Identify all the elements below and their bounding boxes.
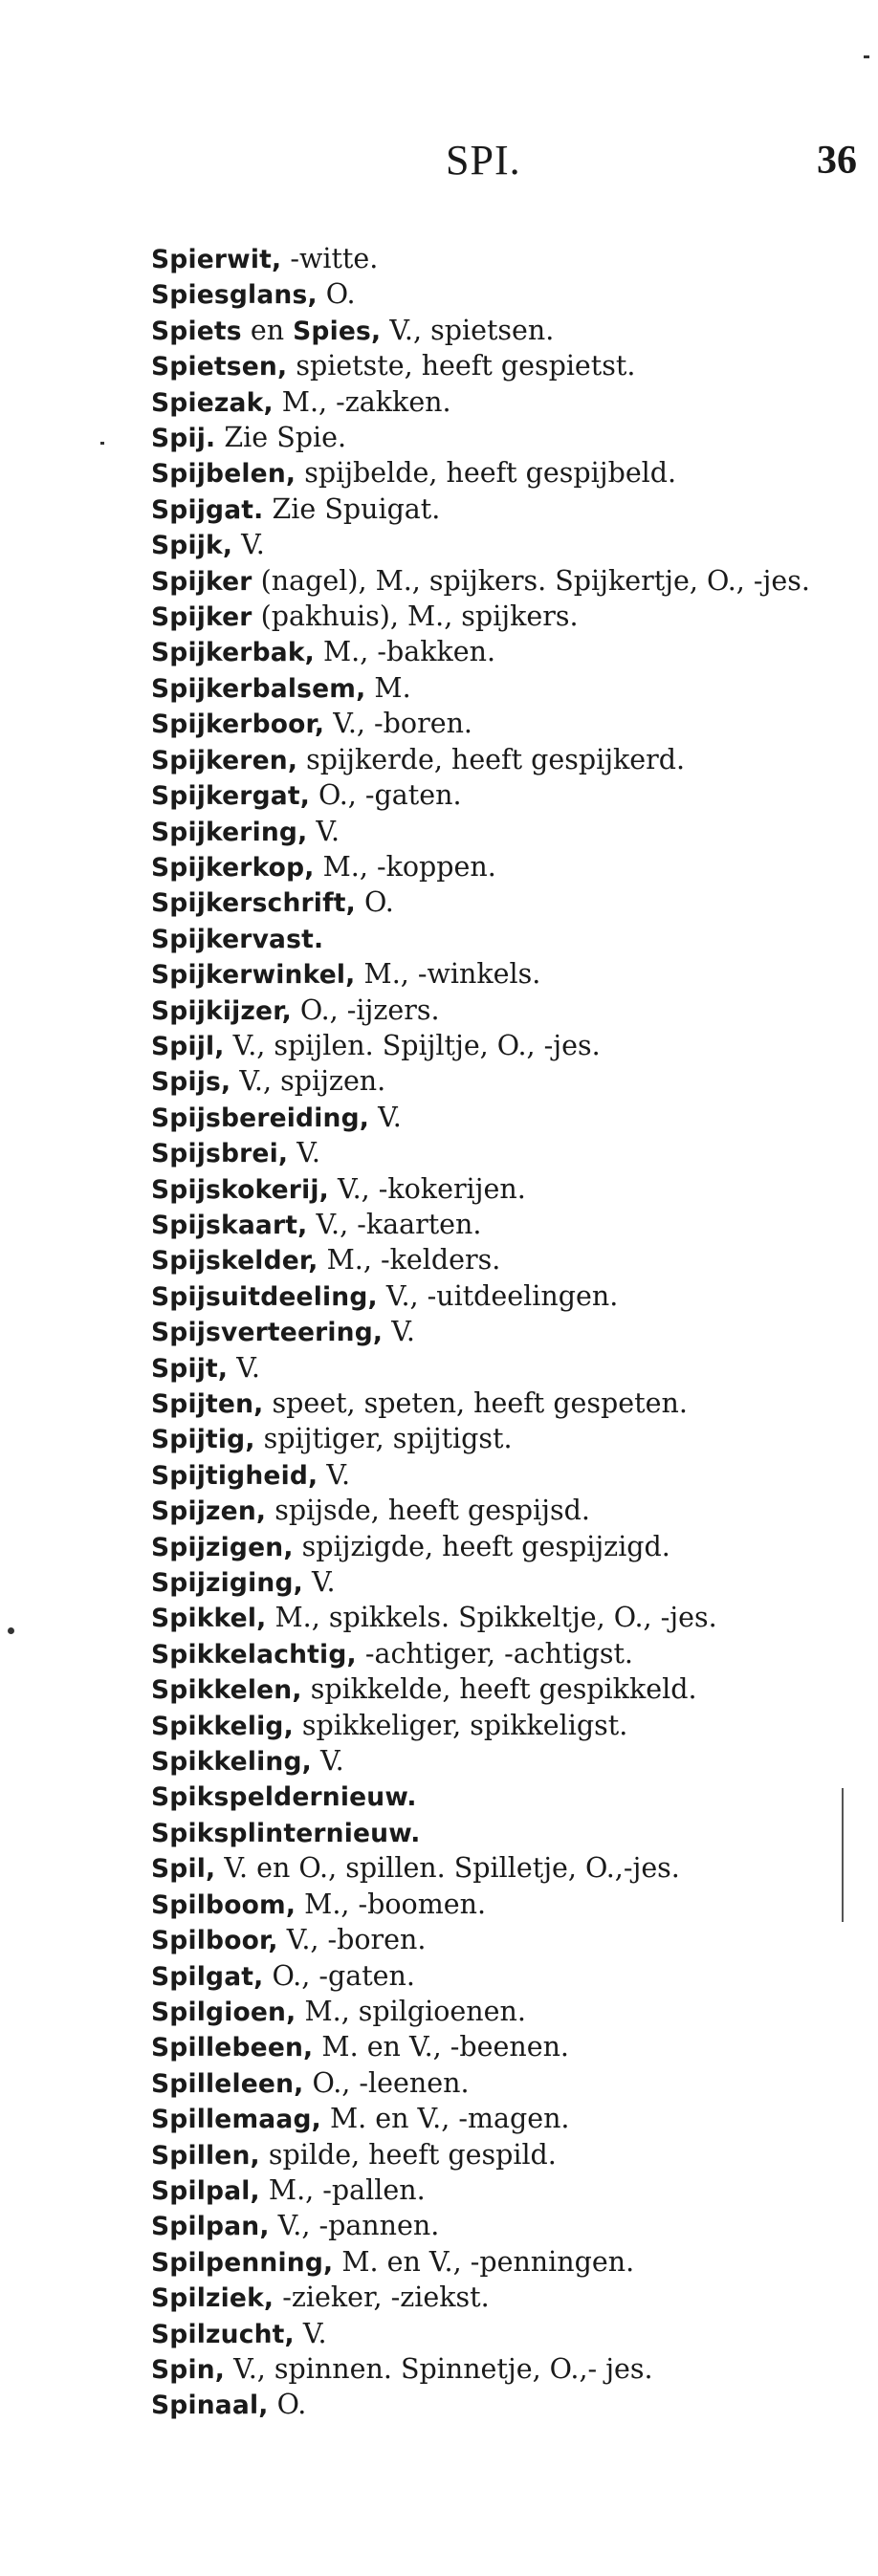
headword: Spinaal, <box>151 2390 269 2421</box>
list-item <box>151 492 845 528</box>
entry-definition: V., spijlen. Spijltje, O., -jes. <box>224 1029 601 1061</box>
entry-definition: V., -pannen. <box>269 2210 440 2242</box>
page-title: SPI. <box>446 137 521 184</box>
headword: Spijkerwinkel, <box>151 960 356 991</box>
list-item <box>151 1458 845 1494</box>
headword: Spijkeren, <box>151 745 298 775</box>
headword: Spilpenning, <box>151 2247 334 2278</box>
list-item <box>151 1494 845 1529</box>
scan-line <box>842 1788 844 1922</box>
list-item <box>151 1601 845 1636</box>
headword: Spiezak, <box>151 387 274 418</box>
headword: Spijs, <box>151 1067 231 1098</box>
list-item <box>151 528 845 563</box>
entry-definition: O. <box>355 886 394 919</box>
entry-definition: V. <box>369 1101 402 1133</box>
list-item <box>151 2030 845 2065</box>
entry-definition: V., -boren. <box>324 708 472 740</box>
entry-definition: M., -kelders. <box>318 1244 501 1277</box>
list-item <box>151 1530 845 1565</box>
list-item <box>151 1637 845 1672</box>
headword: Spikkelachtig, <box>151 1639 357 1670</box>
headword: Spijgat. <box>151 494 264 525</box>
entry-definition: Zie Spie. <box>215 422 347 454</box>
entry-definition: spietste, heeft gespietst. <box>287 350 636 382</box>
list-item <box>151 564 845 600</box>
headword: Spijzigen, <box>151 1532 294 1562</box>
entry-definition: V. <box>383 1316 415 1348</box>
entry-definition: -witte. <box>281 243 379 274</box>
list-item <box>151 850 845 885</box>
list-item <box>151 1422 845 1457</box>
entry-definition: (nagel), M., spijkers. Spijkertje, O., -jes. <box>252 564 810 597</box>
entry-definition: M., -pallen. <box>259 2173 426 2206</box>
entry-definition: O. <box>268 2389 307 2421</box>
list-item <box>151 277 845 313</box>
headword: Spiksplinternieuw. <box>151 1818 421 1848</box>
headword: Spilgat, <box>151 1961 264 1992</box>
entry-definition: O., -ijzers. <box>291 993 440 1026</box>
headword: Spijkering, <box>151 817 308 847</box>
list-item <box>151 1959 845 1995</box>
list-item <box>151 885 845 921</box>
entry-definition: spijtiger, spijtigst. <box>254 1423 513 1455</box>
list-item <box>151 1816 845 1851</box>
headword: Spikspeldernieuw. <box>151 1782 417 1813</box>
entry-definition: O., -gaten. <box>309 779 462 812</box>
entry-definition: V., spijzen. <box>230 1065 386 1098</box>
headword: Spijsbereiding, <box>151 1102 370 1133</box>
entry-definition: V. <box>307 815 340 847</box>
list-item <box>151 314 845 349</box>
headword: Spil, <box>151 1854 216 1885</box>
entry-definition: M. <box>365 671 411 704</box>
headword: Spijten, <box>151 1389 264 1419</box>
list-item <box>151 957 845 993</box>
entry-definition: M. en V., -magen. <box>320 2103 570 2135</box>
entry-definition: V. <box>232 529 265 561</box>
headword: Spilboor, <box>151 1926 278 1956</box>
headword: Spijsverteering, <box>151 1318 384 1348</box>
headword: Spijk, <box>151 531 233 561</box>
entry-definition: Zie Spuigat. <box>263 492 441 525</box>
entry-definition: spijzigde, heeft gespijzigd. <box>293 1530 670 1562</box>
headword: Spietsen, <box>151 352 288 382</box>
headword: Spijtigheid, <box>151 1460 318 1491</box>
entry-definition: en <box>241 314 294 346</box>
entry-definition: V. en O., spillen. Spilletje, O.,-jes. <box>215 1852 680 1885</box>
entry-definition: V., -kokerijen. <box>328 1172 526 1205</box>
headword: Spilgioen, <box>151 1997 296 2027</box>
entry-definition: V. <box>302 1566 336 1599</box>
headword: Spijt, <box>151 1353 229 1384</box>
headword: Spilziek, <box>151 2283 274 2314</box>
list-item <box>151 778 845 814</box>
list-item <box>151 815 845 850</box>
list-item <box>151 1923 845 1958</box>
headword: Spijker <box>151 602 252 633</box>
headword: Spijsuitdeeling, <box>151 1281 378 1312</box>
headword: Spijskokerij, <box>151 1174 329 1205</box>
list-item <box>151 385 845 421</box>
headword: Spij. <box>151 424 216 454</box>
headword: Spilleleen, <box>151 2068 304 2099</box>
entry-definition: V., spinnen. Spinnetje, O.,- jes. <box>225 2352 653 2385</box>
headword: Spilpal, <box>151 2175 260 2206</box>
headword: Spijkergat, <box>151 781 310 812</box>
headword: Spijbelen, <box>151 459 296 490</box>
list-item <box>151 2066 845 2102</box>
headword: Spijkervast. <box>151 924 324 954</box>
list-item <box>151 1851 845 1887</box>
headword: Spilboom, <box>151 1889 296 1920</box>
headword: Spikkeling, <box>151 1747 312 1778</box>
headword: Spijkerschrift, <box>151 888 356 919</box>
entry-definition: M., spilgioenen. <box>296 1995 526 2027</box>
list-item <box>151 707 845 742</box>
list-item <box>151 1029 845 1064</box>
dictionary-entries <box>151 242 845 2424</box>
list-item <box>151 1744 845 1779</box>
headword: Spillemaag, <box>151 2105 321 2135</box>
entry-definition: (pakhuis), M., spijkers. <box>252 600 579 633</box>
entry-definition: V., spietsen. <box>381 314 555 346</box>
entry-definition: spijbelde, heeft gespijbeld. <box>296 457 677 490</box>
list-item <box>151 2388 845 2423</box>
entry-definition: M. en V., -penningen. <box>333 2245 635 2278</box>
headword: Spijl, <box>151 1031 225 1061</box>
entry-definition: M., -zakken. <box>273 385 451 418</box>
entry-definition: M., -bakken. <box>314 636 496 668</box>
entry-definition: spijkerde, heeft gespijkerd. <box>297 743 686 775</box>
entry-definition: V. <box>294 2317 327 2349</box>
headword: Spijzen, <box>151 1496 267 1527</box>
list-item <box>151 600 845 635</box>
entry-definition: V. <box>288 1137 320 1169</box>
page-header <box>0 132 878 189</box>
list-item <box>151 1208 845 1243</box>
list-item <box>151 671 845 707</box>
headword: Spilpan, <box>151 2212 270 2242</box>
list-item <box>151 635 845 670</box>
entry-definition: speet, speten, heeft gespeten. <box>263 1387 688 1419</box>
headword: Spijkijzer, <box>151 995 292 1026</box>
list-item <box>151 1995 845 2030</box>
list-item <box>151 1101 845 1136</box>
list-item <box>151 922 845 957</box>
entry-definition: M., -koppen. <box>314 850 496 883</box>
headword: Spiesglans, <box>151 280 318 311</box>
headword: Spikkelig, <box>151 1711 294 1741</box>
list-item <box>151 1351 845 1386</box>
list-item <box>151 349 845 384</box>
entry-definition: M., -winkels. <box>355 958 541 991</box>
entry-definition: V., -kaarten. <box>307 1208 482 1240</box>
headword: Spijziging, <box>151 1568 303 1599</box>
list-item <box>151 743 845 778</box>
headword: Spijkerbak, <box>151 638 315 668</box>
headword: Spies, <box>293 316 382 346</box>
entry-definition: -zieker, -ziekst. <box>274 2281 490 2314</box>
headword: Spijkerboor, <box>151 709 325 740</box>
entry-definition: -achtiger, -achtigst. <box>356 1637 633 1670</box>
page-number: 36 <box>817 139 857 183</box>
headword: Spijskaart, <box>151 1210 308 1240</box>
headword: Spikkel, <box>151 1604 267 1634</box>
headword: Spijker <box>151 566 252 597</box>
scan-speck <box>8 1627 14 1634</box>
headword: Spijtig, <box>151 1425 255 1455</box>
entry-definition: spikkelde, heeft gespikkeld. <box>301 1673 697 1706</box>
list-item <box>151 2138 845 2173</box>
entry-definition: M., -boomen. <box>296 1888 487 1920</box>
headword: Spierwit, <box>151 245 282 274</box>
list-item <box>151 2209 845 2244</box>
list-item <box>151 1315 845 1350</box>
scan-speck <box>100 442 104 445</box>
headword: Spijsbrei, <box>151 1139 289 1169</box>
list-item <box>151 1888 845 1923</box>
headword: Spillen, <box>151 2140 260 2171</box>
entry-definition: M., spikkels. Spikkeltje, O., -jes. <box>266 1602 717 1634</box>
entry-definition: O., -gaten. <box>263 1959 415 1992</box>
entry-definition: spikkeliger, spikkeligst. <box>293 1709 628 1741</box>
list-item <box>151 1243 845 1278</box>
list-item <box>151 421 845 456</box>
list-item <box>151 2281 845 2316</box>
list-item <box>151 1565 845 1601</box>
list-item <box>151 242 845 277</box>
list-item <box>151 2352 845 2388</box>
list-item <box>151 1709 845 1744</box>
headword: Spikkelen, <box>151 1675 302 1706</box>
headword: Spilzucht, <box>151 2319 295 2349</box>
scan-speck <box>864 55 869 58</box>
list-item <box>151 1672 845 1708</box>
list-item <box>151 1779 845 1815</box>
list-item <box>151 1136 845 1171</box>
entry-definition: V. <box>228 1351 260 1384</box>
entry-definition: V. <box>318 1458 351 1491</box>
list-item <box>151 456 845 491</box>
list-item <box>151 2245 845 2281</box>
list-item <box>151 2317 845 2352</box>
list-item <box>151 2173 845 2209</box>
headword: Spillebeen, <box>151 2033 314 2063</box>
headword: Spijkerkop, <box>151 852 315 883</box>
list-item <box>151 1172 845 1208</box>
list-item <box>151 1386 845 1422</box>
headword: Spijskelder, <box>151 1246 318 1277</box>
list-item <box>151 993 845 1029</box>
list-item <box>151 1279 845 1315</box>
entry-definition: V., -boren. <box>277 1924 427 1956</box>
list-item <box>151 1064 845 1100</box>
entry-definition: spijsde, heeft gespijsd. <box>266 1495 590 1527</box>
entry-definition: V., -uitdeelingen. <box>377 1279 619 1312</box>
headword: Spiets <box>151 316 242 346</box>
list-item <box>151 2102 845 2137</box>
entry-definition: O., -leenen. <box>303 2066 470 2099</box>
headword: Spin, <box>151 2354 226 2385</box>
entry-definition: O. <box>317 278 356 311</box>
entry-definition: M. en V., -beenen. <box>313 2031 569 2063</box>
entry-definition: V. <box>311 1745 344 1778</box>
headword: Spijkerbalsem, <box>151 673 366 704</box>
entry-definition: spilde, heeft gespild. <box>259 2138 557 2171</box>
